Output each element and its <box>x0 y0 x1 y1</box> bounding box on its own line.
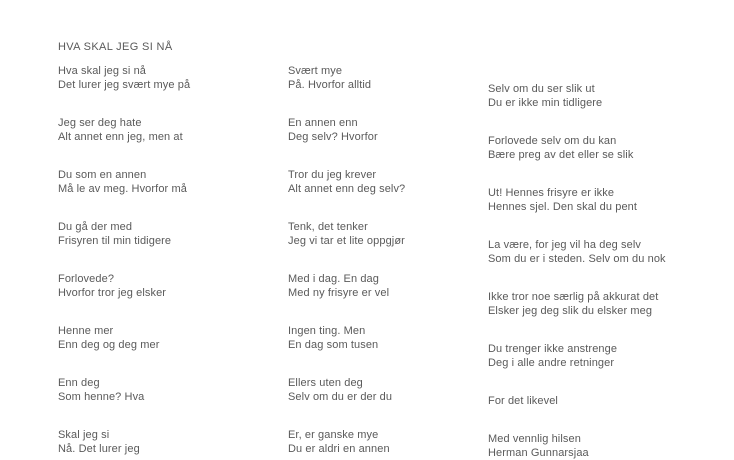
poem-line: Du gå der med <box>58 221 133 233</box>
page-title: HVA SKAL JEG SI NÅ <box>58 41 173 53</box>
poem-stanza <box>58 220 190 248</box>
poem-stanza <box>488 432 666 460</box>
poem-line: Med ny frisyre er vel <box>288 287 390 299</box>
poem-line: Som henne? Hva <box>58 391 145 403</box>
poem-line: Ellers uten deg <box>288 377 363 389</box>
poem-stanza <box>488 290 666 318</box>
poem-line: Deg selv? Hvorfor <box>288 131 378 143</box>
poem-stanza <box>58 168 190 196</box>
poem-line: Det lurer jeg svært mye på <box>58 79 191 91</box>
poem-line: En annen enn <box>288 117 358 129</box>
poem-line: Er, er ganske mye <box>288 429 379 441</box>
poem-line: Ingen ting. Men <box>288 325 366 337</box>
poem-stanza <box>488 134 666 162</box>
poem-line: Tror du jeg krever <box>288 169 377 181</box>
poem-line: Du er ikke min tidligere <box>488 97 603 109</box>
poem-stanza <box>288 428 405 456</box>
poem-line: Du trenger ikke anstrenge <box>488 343 618 355</box>
poem-line: Frisyren til min tidigere <box>58 235 172 247</box>
poem-line: Elsker jeg deg slik du elsker meg <box>488 305 653 317</box>
poem-stanza <box>288 116 405 144</box>
poem-line: Skal jeg si <box>58 429 110 441</box>
poem-line: Må le av meg. Hvorfor må <box>58 183 187 195</box>
poem-stanza <box>288 376 405 404</box>
poem-column-2 <box>288 64 405 456</box>
poem-stanza <box>288 64 405 92</box>
poem-line: Ikke tror noe særlig på akkurat det <box>488 291 659 303</box>
poem-line: Forlovede selv om du kan <box>488 135 617 147</box>
poem-line: Jeg ser deg hate <box>58 117 142 129</box>
poem-line: På. Hvorfor alltid <box>288 79 372 91</box>
poem-column-1 <box>58 64 190 456</box>
poem-line: Henne mer <box>58 325 114 337</box>
poem-line: Alt annet enn deg selv? <box>288 183 406 195</box>
poem-stanza <box>58 428 190 456</box>
poem-line: Enn deg og deg mer <box>58 339 160 351</box>
poem-line: Selv om du er der du <box>288 391 393 403</box>
poem-stanza <box>58 64 190 92</box>
poem-line: La være, for jeg vil ha deg selv <box>488 239 641 251</box>
poem-line: Hennes sjel. Den skal du pent <box>488 201 638 213</box>
poem-stanza <box>288 272 405 300</box>
poem-line: Svært mye <box>288 65 343 77</box>
poem-line: Enn deg <box>58 377 100 389</box>
poem-stanza <box>58 272 190 300</box>
poem-line: Bære preg av det eller se slik <box>488 149 634 161</box>
poem-line: Du som en annen <box>58 169 147 181</box>
poem-stanza <box>58 116 190 144</box>
poem-stanza <box>288 220 405 248</box>
poem-line: Jeg vi tar et lite oppgjør <box>288 235 405 247</box>
poem-line: Forlovede? <box>58 273 115 285</box>
poem-stanza <box>58 376 190 404</box>
poem-line: Hvorfor tror jeg elsker <box>58 287 167 299</box>
poem-line: Deg i alle andre retninger <box>488 357 615 369</box>
poem-stanza <box>488 186 666 214</box>
poem-line: Tenk, det tenker <box>288 221 368 233</box>
poem-line: Med vennlig hilsen <box>488 433 581 445</box>
poem-line: Hva skal jeg si nå <box>58 65 147 77</box>
poem-stanza <box>488 342 666 370</box>
poem-stanza <box>288 324 405 352</box>
poem-column-3 <box>488 82 666 460</box>
poem-line: Med i dag. En dag <box>288 273 379 285</box>
poem-stanza <box>288 168 405 196</box>
poem-line: Ut! Hennes frisyre er ikke <box>488 187 615 199</box>
poem-line: Herman Gunnarsjaa <box>488 447 589 459</box>
poem-line: Selv om du ser slik ut <box>488 83 595 95</box>
poem-line: For det likevel <box>488 395 558 407</box>
poem-line: Alt annet enn jeg, men at <box>58 131 183 143</box>
poem-stanza <box>488 238 666 266</box>
poem-line: Som du er i steden. Selv om du nok <box>488 253 666 265</box>
poem-stanza <box>488 394 666 408</box>
poem-stanza <box>488 82 666 110</box>
poem-line: En dag som tusen <box>288 339 379 351</box>
poem-line: Du er aldri en annen <box>288 443 390 455</box>
poem-stanza <box>58 324 190 352</box>
poem-line: Nå. Det lurer jeg <box>58 443 140 455</box>
